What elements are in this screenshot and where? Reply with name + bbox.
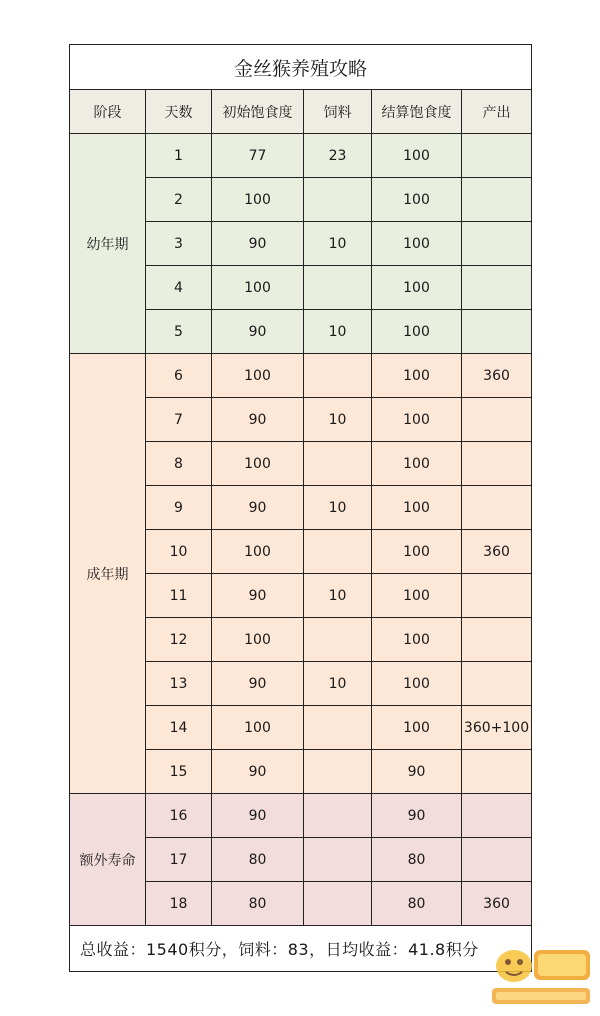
initial-satiety-cell: 90 — [212, 574, 304, 618]
output-cell — [462, 794, 532, 838]
day-cell: 8 — [146, 442, 212, 486]
output-cell — [462, 662, 532, 706]
initial-satiety-cell: 90 — [212, 310, 304, 354]
feed-cell — [304, 354, 372, 398]
initial-satiety-cell: 90 — [212, 222, 304, 266]
feed-cell — [304, 618, 372, 662]
feed-cell: 10 — [304, 662, 372, 706]
final-satiety-cell: 90 — [372, 750, 462, 794]
day-cell: 13 — [146, 662, 212, 706]
feed-cell: 10 — [304, 310, 372, 354]
day-cell: 6 — [146, 354, 212, 398]
day-cell: 3 — [146, 222, 212, 266]
output-cell — [462, 486, 532, 530]
output-cell — [462, 266, 532, 310]
final-satiety-cell: 80 — [372, 882, 462, 926]
day-cell: 16 — [146, 794, 212, 838]
table-row — [70, 354, 532, 398]
feed-cell — [304, 530, 372, 574]
table-title: 金丝猴养殖攻略 — [70, 45, 532, 90]
day-cell: 17 — [146, 838, 212, 882]
output-cell: 360+100 — [462, 706, 532, 750]
initial-satiety-cell: 90 — [212, 750, 304, 794]
day-cell: 7 — [146, 398, 212, 442]
initial-satiety-cell: 100 — [212, 178, 304, 222]
output-cell — [462, 178, 532, 222]
feed-cell: 23 — [304, 134, 372, 178]
day-cell: 4 — [146, 266, 212, 310]
day-cell: 1 — [146, 134, 212, 178]
strategy-table — [69, 44, 532, 972]
summary-text: 总收益：1540积分，饲料：83，日均收益：41.8积分 — [70, 926, 532, 972]
initial-satiety-cell: 80 — [212, 882, 304, 926]
output-cell — [462, 574, 532, 618]
feed-cell — [304, 838, 372, 882]
table-row — [70, 134, 532, 178]
final-satiety-cell: 100 — [372, 662, 462, 706]
final-satiety-cell: 100 — [372, 178, 462, 222]
feed-cell — [304, 794, 372, 838]
final-satiety-cell: 100 — [372, 310, 462, 354]
stage-label: 额外寿命 — [70, 794, 146, 926]
output-cell: 360 — [462, 354, 532, 398]
header-initial-satiety: 初始饱食度 — [212, 90, 304, 134]
initial-satiety-cell: 90 — [212, 794, 304, 838]
initial-satiety-cell: 77 — [212, 134, 304, 178]
feed-cell: 10 — [304, 486, 372, 530]
feed-cell: 10 — [304, 398, 372, 442]
final-satiety-cell: 100 — [372, 574, 462, 618]
final-satiety-cell: 90 — [372, 794, 462, 838]
header-output: 产出 — [462, 90, 532, 134]
feed-cell — [304, 442, 372, 486]
initial-satiety-cell: 100 — [212, 530, 304, 574]
final-satiety-cell: 100 — [372, 706, 462, 750]
day-cell: 15 — [146, 750, 212, 794]
summary-row — [70, 926, 532, 972]
output-cell — [462, 222, 532, 266]
initial-satiety-cell: 100 — [212, 706, 304, 750]
final-satiety-cell: 100 — [372, 266, 462, 310]
initial-satiety-cell: 100 — [212, 266, 304, 310]
day-cell: 12 — [146, 618, 212, 662]
stage-label: 成年期 — [70, 354, 146, 794]
final-satiety-cell: 100 — [372, 442, 462, 486]
day-cell: 10 — [146, 530, 212, 574]
initial-satiety-cell: 80 — [212, 838, 304, 882]
output-cell — [462, 398, 532, 442]
day-cell: 18 — [146, 882, 212, 926]
feed-cell: 10 — [304, 574, 372, 618]
initial-satiety-cell: 90 — [212, 486, 304, 530]
day-cell: 9 — [146, 486, 212, 530]
header-day: 天数 — [146, 90, 212, 134]
final-satiety-cell: 100 — [372, 134, 462, 178]
final-satiety-cell: 100 — [372, 486, 462, 530]
output-cell: 360 — [462, 882, 532, 926]
output-cell — [462, 838, 532, 882]
header-feed: 饲料 — [304, 90, 372, 134]
header-row — [70, 90, 532, 134]
output-cell — [462, 134, 532, 178]
stage-label: 幼年期 — [70, 134, 146, 354]
output-cell — [462, 442, 532, 486]
final-satiety-cell: 100 — [372, 398, 462, 442]
feed-cell: 10 — [304, 222, 372, 266]
title-row — [70, 45, 532, 90]
output-cell — [462, 618, 532, 662]
header-final-satiety: 结算饱食度 — [372, 90, 462, 134]
final-satiety-cell: 100 — [372, 222, 462, 266]
output-cell — [462, 310, 532, 354]
feed-cell — [304, 706, 372, 750]
initial-satiety-cell: 90 — [212, 398, 304, 442]
final-satiety-cell: 100 — [372, 618, 462, 662]
feed-cell — [304, 266, 372, 310]
initial-satiety-cell: 100 — [212, 442, 304, 486]
final-satiety-cell: 100 — [372, 530, 462, 574]
final-satiety-cell: 80 — [372, 838, 462, 882]
header-stage: 阶段 — [70, 90, 146, 134]
day-cell: 2 — [146, 178, 212, 222]
day-cell: 11 — [146, 574, 212, 618]
day-cell: 5 — [146, 310, 212, 354]
feed-cell — [304, 178, 372, 222]
final-satiety-cell: 100 — [372, 354, 462, 398]
initial-satiety-cell: 100 — [212, 618, 304, 662]
feed-cell — [304, 750, 372, 794]
day-cell: 14 — [146, 706, 212, 750]
initial-satiety-cell: 90 — [212, 662, 304, 706]
feed-cell — [304, 882, 372, 926]
output-cell — [462, 750, 532, 794]
output-cell: 360 — [462, 530, 532, 574]
game-logo-icon — [484, 940, 596, 1012]
table-row — [70, 794, 532, 838]
initial-satiety-cell: 100 — [212, 354, 304, 398]
